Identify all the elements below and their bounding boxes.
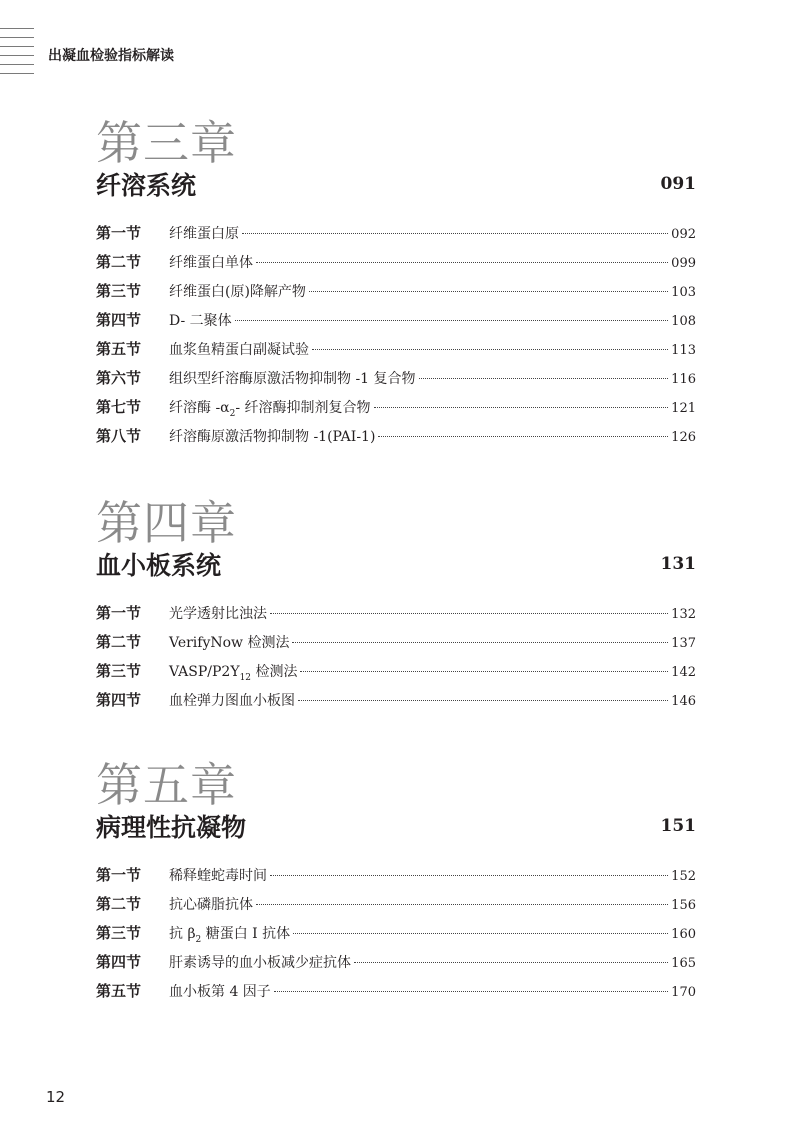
chapter-page-number: 151 bbox=[660, 816, 696, 836]
section-title-part: 检测法 bbox=[251, 664, 298, 680]
section-number: 第三节 bbox=[96, 662, 142, 680]
subscript: 2 bbox=[229, 408, 236, 419]
chapter-title: 纤溶系统 bbox=[96, 171, 197, 200]
toc-entry[interactable] bbox=[96, 277, 696, 306]
section-title bbox=[169, 394, 371, 423]
section-title: 纤维蛋白单体 bbox=[169, 255, 253, 271]
toc-entry[interactable] bbox=[96, 686, 696, 715]
dot-leader bbox=[374, 407, 669, 408]
section-number: 第四节 bbox=[96, 311, 142, 329]
chapter-heading: 第五章 bbox=[96, 758, 237, 812]
section-title: 血栓弹力图血小板图 bbox=[169, 693, 295, 709]
section-number: 第二节 bbox=[96, 895, 142, 913]
section-number: 第三节 bbox=[96, 282, 142, 300]
subscript: 12 bbox=[239, 672, 252, 683]
toc-entry[interactable] bbox=[96, 977, 696, 1006]
section-number: 第三节 bbox=[96, 924, 142, 942]
section-number: 第五节 bbox=[96, 982, 142, 1000]
toc-entry[interactable] bbox=[96, 306, 696, 335]
section-number: 第一节 bbox=[96, 604, 142, 622]
section-page: 152 bbox=[671, 869, 696, 884]
section-page: 132 bbox=[671, 607, 696, 622]
dot-leader bbox=[256, 904, 668, 905]
section-number: 第四节 bbox=[96, 691, 142, 709]
section-title: 组织型纤溶酶原激活物抑制物 -1 复合物 bbox=[169, 371, 416, 387]
section-title: 血浆鱼精蛋白副凝试验 bbox=[169, 342, 309, 358]
running-title: 出凝血检验指标解读 bbox=[48, 48, 174, 64]
section-title: 纤维蛋白原 bbox=[169, 226, 239, 242]
chapter-title: 血小板系统 bbox=[96, 551, 222, 580]
toc-entry[interactable] bbox=[96, 219, 696, 248]
toc-list bbox=[96, 599, 696, 715]
chapter-page-number: 091 bbox=[660, 174, 696, 194]
section-page: 146 bbox=[671, 694, 696, 709]
dot-leader bbox=[354, 962, 668, 963]
section-number: 第六节 bbox=[96, 369, 142, 387]
dot-leader bbox=[309, 291, 668, 292]
chapter-heading: 第三章 bbox=[96, 116, 237, 170]
section-page: 126 bbox=[671, 430, 696, 445]
toc-entry[interactable] bbox=[96, 248, 696, 277]
toc-entry[interactable] bbox=[96, 628, 696, 657]
chapter-3 bbox=[96, 118, 696, 451]
section-page: 142 bbox=[671, 665, 696, 680]
section-page: 099 bbox=[671, 256, 696, 271]
section-page: 165 bbox=[671, 956, 696, 971]
section-title bbox=[169, 658, 297, 687]
section-number: 第五节 bbox=[96, 340, 142, 358]
dot-leader bbox=[274, 991, 668, 992]
toc-list bbox=[96, 861, 696, 1006]
section-number: 第二节 bbox=[96, 253, 142, 271]
toc-entry[interactable] bbox=[96, 657, 696, 686]
section-page: 137 bbox=[671, 636, 696, 651]
toc-entry[interactable] bbox=[96, 919, 696, 948]
section-title: 纤维蛋白(原)降解产物 bbox=[169, 284, 306, 300]
chapter-5 bbox=[96, 760, 696, 1006]
header-decoration-lines bbox=[0, 28, 34, 82]
dot-leader bbox=[312, 349, 668, 350]
section-page: 160 bbox=[671, 927, 696, 942]
toc-entry[interactable] bbox=[96, 948, 696, 977]
section-page: 103 bbox=[671, 285, 696, 300]
dot-leader bbox=[293, 933, 668, 934]
toc-entry[interactable] bbox=[96, 861, 696, 890]
toc-entry[interactable] bbox=[96, 364, 696, 393]
section-page: 092 bbox=[671, 227, 696, 242]
dot-leader bbox=[292, 642, 668, 643]
section-title bbox=[169, 920, 290, 949]
dot-leader bbox=[242, 233, 668, 234]
toc-entry[interactable] bbox=[96, 335, 696, 364]
dot-leader bbox=[378, 436, 668, 437]
section-title: 血小板第 4 因子 bbox=[169, 984, 271, 1000]
dot-leader bbox=[235, 320, 669, 321]
section-title: 稀释蝰蛇毒时间 bbox=[169, 868, 267, 884]
section-title: 光学透射比浊法 bbox=[169, 606, 267, 622]
chapter-4 bbox=[96, 498, 696, 715]
section-title: VerifyNow 检测法 bbox=[169, 635, 290, 651]
dot-leader bbox=[298, 700, 668, 701]
section-page: 108 bbox=[671, 314, 696, 329]
toc-entry[interactable] bbox=[96, 599, 696, 628]
section-number: 第八节 bbox=[96, 427, 142, 445]
toc-list bbox=[96, 219, 696, 451]
section-title-part: 糖蛋白 Ⅰ 抗体 bbox=[201, 926, 291, 942]
dot-leader bbox=[270, 875, 668, 876]
section-number: 第七节 bbox=[96, 398, 142, 416]
section-title: D- 二聚体 bbox=[169, 313, 232, 329]
dot-leader bbox=[256, 262, 668, 263]
section-title-part: 纤溶酶 -α bbox=[169, 400, 230, 416]
chapter-title: 病理性抗凝物 bbox=[96, 813, 247, 842]
section-number: 第一节 bbox=[96, 224, 142, 242]
section-number: 第一节 bbox=[96, 866, 142, 884]
section-page: 121 bbox=[671, 401, 696, 416]
section-title-part: 抗 β bbox=[169, 926, 196, 942]
section-title-part: - 纤溶酶抑制剂复合物 bbox=[235, 400, 371, 416]
toc-entry[interactable] bbox=[96, 422, 696, 451]
section-title: 抗心磷脂抗体 bbox=[169, 897, 253, 913]
section-page: 170 bbox=[671, 985, 696, 1000]
section-title: 肝素诱导的血小板减少症抗体 bbox=[169, 955, 351, 971]
section-title: 纤溶酶原激活物抑制物 -1(PAI-1) bbox=[169, 429, 376, 445]
dot-leader bbox=[300, 671, 668, 672]
section-title-part: VASP/P2Y bbox=[169, 664, 240, 680]
section-page: 116 bbox=[671, 372, 696, 387]
toc-entry[interactable] bbox=[96, 890, 696, 919]
section-page: 156 bbox=[671, 898, 696, 913]
page-number: 12 bbox=[46, 1088, 66, 1106]
section-number: 第四节 bbox=[96, 953, 142, 971]
toc-entry[interactable] bbox=[96, 393, 696, 422]
section-page: 113 bbox=[671, 343, 696, 358]
chapter-heading: 第四章 bbox=[96, 496, 237, 550]
subscript: 2 bbox=[195, 934, 202, 945]
section-number: 第二节 bbox=[96, 633, 142, 651]
dot-leader bbox=[270, 613, 668, 614]
dot-leader bbox=[419, 378, 669, 379]
chapter-page-number: 131 bbox=[660, 554, 696, 574]
